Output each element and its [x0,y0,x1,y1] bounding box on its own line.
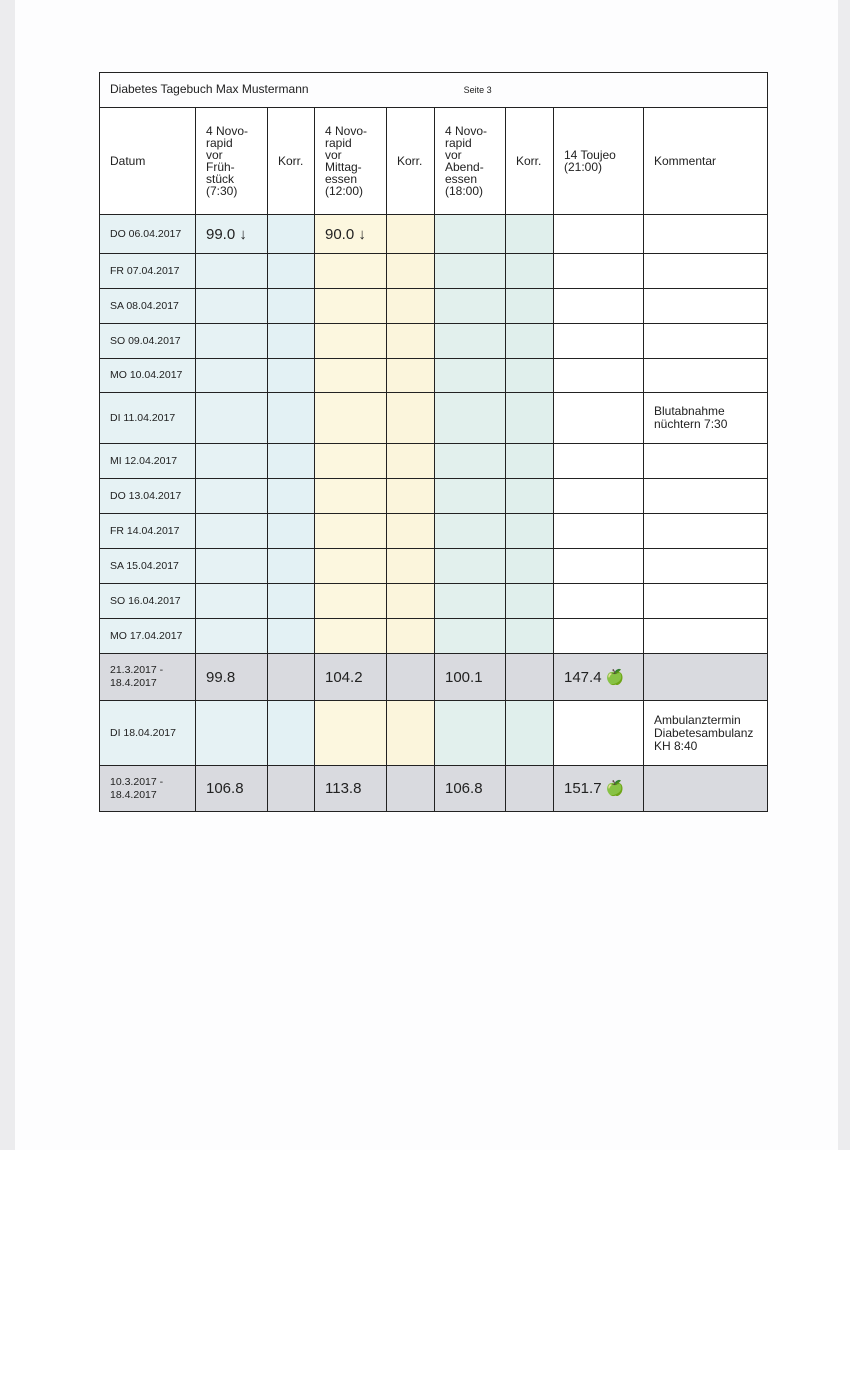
cell-fruehstueck [196,549,268,584]
cell-korr-2 [387,254,435,289]
cell-mittagessen [315,324,387,359]
cell-datum: DO 13.04.2017 [100,479,196,514]
cell-korr-3 [506,619,554,654]
cell-toujeo [554,289,644,324]
cell-abendessen [435,479,506,514]
cell-toujeo: 151.7 🍏 [554,766,644,812]
header-abendessen: 4 Novo- rapid vor Abend- essen (18:00) [435,108,506,215]
page-number: Seite 3 [463,85,492,95]
cell-korr-1 [268,289,315,324]
cell-fruehstueck [196,479,268,514]
cell-fruehstueck [196,289,268,324]
header-datum: Datum [100,108,196,215]
cell-abendessen [435,444,506,479]
cell-toujeo [554,549,644,584]
table-row [100,584,768,619]
cell-datum: 10.3.2017 - 18.4.2017 [100,766,196,812]
diary-table [99,72,768,812]
cell-fruehstueck [196,254,268,289]
cell-korr-3 [506,766,554,812]
cell-korr-1 [268,654,315,701]
cell-abendessen [435,359,506,393]
cell-korr-2 [387,215,435,254]
table-row [100,289,768,324]
cell-korr-2 [387,359,435,393]
cell-korr-1 [268,393,315,444]
cell-korr-2 [387,654,435,701]
cell-toujeo: 147.4 🍏 [554,654,644,701]
cell-korr-1 [268,514,315,549]
cell-korr-3 [506,359,554,393]
cell-toujeo [554,324,644,359]
cell-korr-3 [506,215,554,254]
cell-korr-3 [506,514,554,549]
cell-abendessen [435,584,506,619]
cell-kommentar [644,289,768,324]
cell-korr-1 [268,619,315,654]
cell-korr-2 [387,766,435,812]
cell-toujeo [554,215,644,254]
table-row [100,324,768,359]
cell-abendessen [435,393,506,444]
header-mittagessen: 4 Novo- rapid vor Mittag- essen (12:00) [315,108,387,215]
cell-toujeo [554,584,644,619]
cell-korr-1 [268,324,315,359]
cell-kommentar [644,254,768,289]
cell-toujeo [554,444,644,479]
cell-toujeo [554,479,644,514]
header-korr-1: Korr. [268,108,315,215]
header-row [100,108,768,215]
cell-abendessen [435,514,506,549]
cell-korr-3 [506,654,554,701]
cell-korr-1 [268,479,315,514]
cell-korr-1 [268,766,315,812]
cell-mittagessen [315,549,387,584]
cell-korr-1 [268,549,315,584]
cell-datum: 21.3.2017 - 18.4.2017 [100,654,196,701]
cell-abendessen [435,254,506,289]
cell-abendessen [435,324,506,359]
cell-datum: DO 06.04.2017 [100,215,196,254]
cell-korr-1 [268,359,315,393]
header-fruehstueck: 4 Novo- rapid vor Früh- stück (7:30) [196,108,268,215]
cell-korr-3 [506,254,554,289]
cell-mittagessen [315,359,387,393]
cell-toujeo [554,393,644,444]
cell-datum: FR 14.04.2017 [100,514,196,549]
cell-mittagessen [315,584,387,619]
cell-datum: DI 18.04.2017 [100,701,196,766]
cell-kommentar [644,766,768,812]
cell-abendessen [435,289,506,324]
header-korr-3: Korr. [506,108,554,215]
cell-korr-2 [387,701,435,766]
cell-abendessen [435,215,506,254]
table-row [100,514,768,549]
title-row [100,73,768,108]
cell-kommentar [644,359,768,393]
cell-korr-2 [387,289,435,324]
summary-row [100,654,768,701]
cell-kommentar [644,549,768,584]
cell-datum: SO 16.04.2017 [100,584,196,619]
cell-kommentar [644,324,768,359]
table-row [100,444,768,479]
cell-datum: SO 09.04.2017 [100,324,196,359]
cell-mittagessen [315,393,387,444]
cell-korr-3 [506,393,554,444]
table-row [100,215,768,254]
cell-mittagessen [315,619,387,654]
cell-korr-1 [268,584,315,619]
header-toujeo: 14 Toujeo (21:00) [554,108,644,215]
cell-kommentar [644,444,768,479]
cell-korr-2 [387,549,435,584]
table-row [100,254,768,289]
cell-datum: MO 10.04.2017 [100,359,196,393]
cell-toujeo [554,701,644,766]
cell-mittagessen: 90.0 ↓ [315,215,387,254]
cell-fruehstueck [196,393,268,444]
cell-toujeo [554,254,644,289]
cell-fruehstueck [196,619,268,654]
header-kommentar: Kommentar [644,108,768,215]
cell-kommentar [644,584,768,619]
cell-kommentar [644,654,768,701]
table-row [100,359,768,393]
cell-toujeo [554,514,644,549]
cell-kommentar: Ambulanztermin Diabetesambulanz KH 8:40 [644,701,768,766]
cell-korr-2 [387,324,435,359]
cell-korr-3 [506,584,554,619]
cell-korr-1 [268,701,315,766]
cell-fruehstueck [196,584,268,619]
cell-fruehstueck [196,324,268,359]
cell-korr-2 [387,393,435,444]
cell-kommentar [644,619,768,654]
cell-korr-2 [387,479,435,514]
cell-korr-2 [387,514,435,549]
cell-abendessen: 100.1 [435,654,506,701]
cell-mittagessen [315,254,387,289]
cell-korr-1 [268,215,315,254]
cell-mittagessen: 104.2 [315,654,387,701]
cell-mittagessen [315,444,387,479]
cell-mittagessen [315,514,387,549]
cell-fruehstueck [196,701,268,766]
cell-korr-3 [506,324,554,359]
cell-fruehstueck: 106.8 [196,766,268,812]
scan-edge-right [838,0,850,1150]
cell-kommentar: Blutabnahme nüchtern 7:30 [644,393,768,444]
cell-korr-3 [506,701,554,766]
cell-korr-1 [268,254,315,289]
scan-edge-left [0,0,15,1150]
table-row [100,701,768,766]
cell-fruehstueck: 99.8 [196,654,268,701]
cell-datum: SA 08.04.2017 [100,289,196,324]
cell-abendessen: 106.8 [435,766,506,812]
table-row [100,619,768,654]
cell-korr-2 [387,444,435,479]
cell-korr-3 [506,444,554,479]
cell-datum: DI 11.04.2017 [100,393,196,444]
summary-row [100,766,768,812]
cell-korr-2 [387,584,435,619]
cell-abendessen [435,701,506,766]
cell-toujeo [554,359,644,393]
cell-korr-3 [506,289,554,324]
cell-fruehstueck [196,444,268,479]
cell-fruehstueck: 99.0 ↓ [196,215,268,254]
cell-mittagessen [315,701,387,766]
cell-korr-1 [268,444,315,479]
cell-mittagessen: 113.8 [315,766,387,812]
cell-kommentar [644,514,768,549]
cell-datum: MO 17.04.2017 [100,619,196,654]
cell-korr-2 [387,619,435,654]
cell-fruehstueck [196,359,268,393]
cell-datum: FR 07.04.2017 [100,254,196,289]
cell-mittagessen [315,289,387,324]
table-row [100,549,768,584]
cell-kommentar [644,215,768,254]
document-title: Diabetes Tagebuch Max Mustermann [110,82,309,96]
cell-abendessen [435,619,506,654]
table-row [100,393,768,444]
header-korr-2: Korr. [387,108,435,215]
cell-korr-3 [506,549,554,584]
cell-fruehstueck [196,514,268,549]
cell-abendessen [435,549,506,584]
cell-mittagessen [315,479,387,514]
cell-kommentar [644,479,768,514]
cell-toujeo [554,619,644,654]
cell-datum: SA 15.04.2017 [100,549,196,584]
table-row [100,479,768,514]
cell-korr-3 [506,479,554,514]
cell-datum: MI 12.04.2017 [100,444,196,479]
